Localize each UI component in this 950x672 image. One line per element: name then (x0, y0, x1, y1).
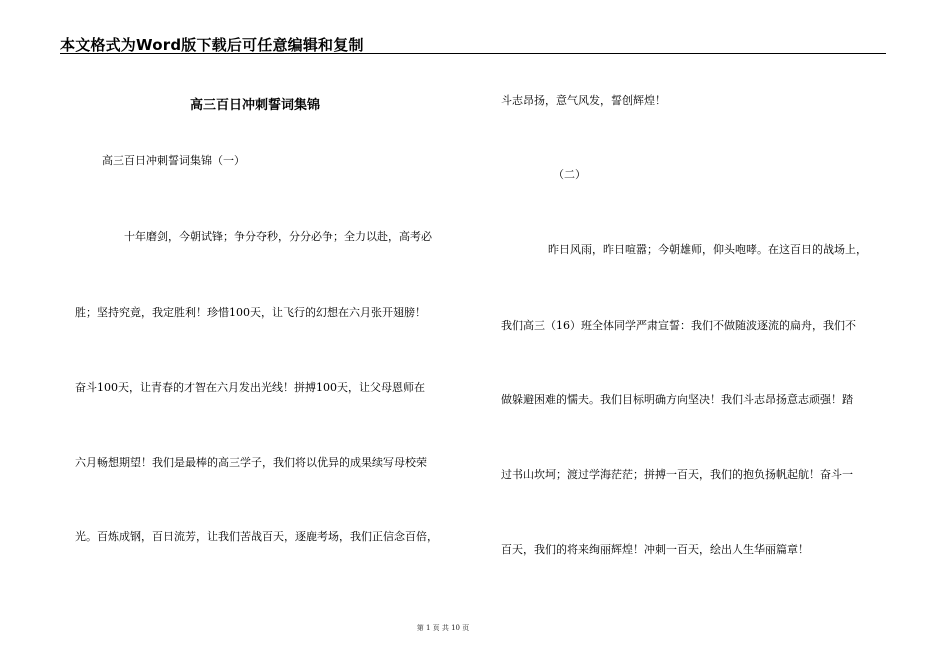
paragraph-line: 光。百炼成钢，百日流芳，让我们苦战百天，逐鹿考场，我们正信念百倍， (75, 530, 438, 543)
paragraph-line: 高三百日冲刺誓词集锦（一） (102, 154, 245, 167)
page-indicator: 第 1 页 共 10 页 (416, 624, 470, 632)
paragraph-line: 胜；坚持究竟，我定胜利！珍惜100天，让飞行的幻想在六月张开翅膀！ (75, 306, 426, 319)
paragraph-line: 十年磨剑，今朝试锋；争分夺秒，分分必争；全力以赴，高考必 (124, 230, 432, 243)
paragraph-line: 百天，我们的将来绚丽辉煌！冲刺一百天，绘出人生华丽篇章！ (501, 543, 809, 556)
header-divider (60, 53, 886, 54)
document-title: 高三百日冲刺誓词集锦 (190, 98, 321, 113)
section-heading: （二） (553, 168, 586, 181)
paragraph-line: 奋斗100天，让青春的才智在六月发出光线！拼搏100天，让父母恩师在 (75, 381, 425, 394)
document-header: 本文格式为Word版下载后可任意编辑和复制 (60, 36, 364, 54)
paragraph-line: 做躲避困难的懦夫。我们目标明确方向坚决！我们斗志昂扬意志顽强！踏 (501, 393, 853, 406)
paragraph-line: 我们高三（16）班全体同学严肃宣誓：我们不做随波逐流的扁舟，我们不 (501, 319, 856, 332)
paragraph-line: 过书山坎坷；渡过学海茫茫；拼搏一百天，我们的抱负扬帆起航！奋斗一 (501, 468, 853, 481)
paragraph-line: 昨日风雨，昨日喧嚣；今朝雄师，仰头咆哮。在这百日的战场上， (548, 243, 867, 256)
paragraph-line: 斗志昂扬，意气风发，誓创辉煌！ (501, 94, 666, 107)
paragraph-line: 六月畅想期望！我们是最棒的高三学子，我们将以优异的成果续写母校荣 (75, 456, 427, 469)
